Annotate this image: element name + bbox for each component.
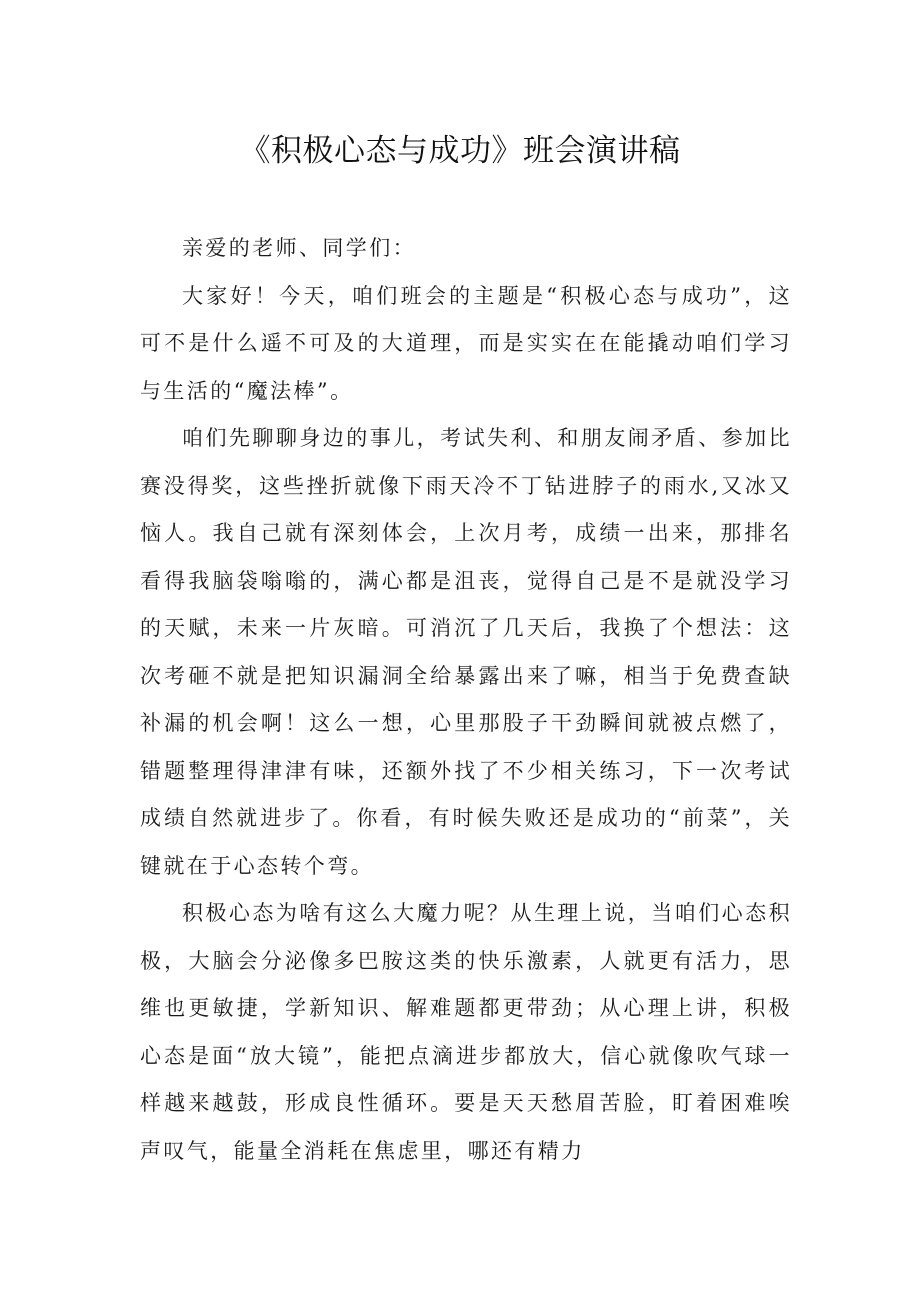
document-title: 《积极心态与成功》班会演讲稿: [239, 133, 681, 169]
paragraph-story: 咱们先聊聊身边的事儿，考试失利、和朋友闹矛盾、参加比赛没得奖，这些挫折就像下雨天冷不丁钻进脖子的雨水,又冰又恼人。我自己就有深刻体会，上次月考，成绩一出来，那排名看得我脑袋嗡嗡的，满心都是沮丧，觉得自己是不是就没学习的天赋，未来一片灰暗。可消沉了几天后，我换了个想法：这次考砸不就是把知识漏洞全给暴露出来了嘛，相当于免费查缺补漏的机会啊！这么一想，心里那股子干劲瞬间就被点燃了，错题整理得津津有味，还额外找了不少相关练习，下一次考试成绩自然就进步了。你看，有时候失败还是成功的“前菜”，关键就在于心态转个弯。: [140, 426, 792, 878]
paragraph-greeting: 亲爱的老师、同学们：: [182, 236, 416, 260]
paragraph-intro: 大家好！今天，咱们班会的主题是“积极心态与成功”，这可不是什么遥不可及的大道理，而是实实在在能撬动咱们学习与生活的“魔法棒”。: [140, 283, 792, 403]
paragraph-reason: 积极心态为啥有这么大魔力呢？从生理上说，当咱们心态积极，大脑会分泌像多巴胺这类的快乐激素，人就更有活力，思维也更敏捷，学新知识、解难题都更带劲；从心理上讲，积极心态是面“放大镜”，能把点滴进步都放大，信心就像吹气球一样越来越鼓，形成良性循环。要是天天愁眉苦脸，盯着困难唉声叹气，能量全消耗在焦虑里，哪还有精力: [140, 901, 792, 1163]
document-body: [140, 225, 792, 1175]
